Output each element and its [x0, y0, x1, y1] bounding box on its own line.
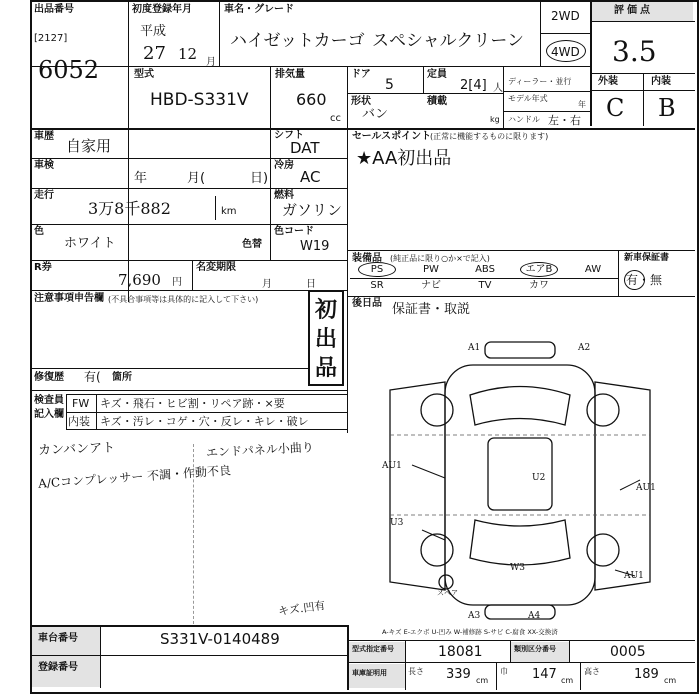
doors-label: ドア [351, 69, 371, 80]
capacity-unit: 人 [493, 83, 503, 94]
doors-value: 5 [385, 77, 394, 93]
color-label: 色 [34, 226, 44, 237]
cooler-label: 冷房 [274, 160, 294, 171]
equipment-note: (純正品に限り○か×で記入) [390, 254, 490, 263]
body-type-label: 形状 [351, 96, 371, 107]
spare-label: スペア [437, 589, 458, 597]
score-value: 3.5 [612, 35, 657, 68]
car-diagram [350, 320, 695, 625]
ticket-unit: 円 [172, 277, 182, 288]
height-unit: cm [664, 676, 677, 685]
drive-4wd: 4WD [551, 45, 580, 59]
equipment-item: AW [584, 264, 602, 275]
damage-mark: AU1 [382, 461, 402, 471]
engine-unit: cc [330, 113, 341, 124]
ticket-value: 7,690 [118, 271, 161, 289]
fuel-label: 燃料 [274, 190, 294, 201]
equipment-item: ナビ [421, 280, 441, 291]
load-unit: kg [490, 115, 500, 124]
engine-value: 660 [296, 90, 327, 109]
model-label: 型式 [134, 69, 154, 80]
name-change-day: 日 [306, 279, 316, 290]
interior-grade: B [658, 94, 676, 122]
damage-mark: U2 [532, 473, 546, 483]
shift-label: シフト [274, 130, 304, 141]
check-interior-items: キズ・汚レ・コゲ・穴・反レ・キレ・破レ [100, 415, 309, 428]
class-num-value: 0005 [610, 644, 646, 660]
usage-label: 車歴 [34, 131, 54, 142]
load-label: 積載 [427, 96, 447, 107]
note-line-3: エンドパネル小曲り [205, 440, 315, 460]
class-num-label: 類別区分番号 [514, 645, 556, 653]
damage-mark: A1 [468, 343, 481, 353]
equipment-item: PS [370, 264, 384, 275]
usage-value: 自家用 [66, 137, 112, 155]
color-value: ホワイト [64, 236, 116, 251]
equipment-label: 装備品 [352, 253, 382, 264]
ticket-label: R券 [34, 262, 52, 273]
length-value: 339 [446, 667, 471, 682]
equipment-circle-mark [520, 262, 558, 277]
notes-note: (不具合事項等は具体的に記入して下さい) [108, 295, 259, 304]
notes-label: 注意事項申告欄 [34, 293, 104, 304]
engine-label: 排気量 [275, 69, 305, 80]
equipment-item: PW [423, 264, 439, 275]
check-fw-items: キズ・飛石・ヒビ割・リペア跡・×要 [100, 397, 285, 410]
registration-label: 登録番号 [38, 662, 78, 673]
check-interior-label: 内装 [68, 415, 90, 428]
capacity-label: 定員 [427, 69, 447, 80]
dealer-label: ディーラー・並行 [508, 77, 572, 86]
damage-mark: U3 [390, 518, 404, 528]
width-unit: cm [561, 676, 574, 685]
new-warranty-label: 新車保証書 [624, 253, 670, 263]
car-name: ハイゼットカーゴ [230, 31, 365, 51]
sales-point-label: セールスポイント [352, 131, 432, 142]
score-label: 評価点 [614, 5, 653, 16]
car-grade: スペシャルクリーン [372, 31, 524, 51]
sales-point-note: (正常に機能するものに限ります) [430, 132, 549, 141]
inspection-month: 月( [187, 171, 206, 186]
sales-point-value: ★AA初出品 [356, 148, 452, 169]
reg-month: 12 [178, 45, 198, 63]
check-fw-label: FW [72, 397, 90, 410]
later-docs-label: 後日品 [352, 298, 382, 309]
model-value: HBD-S331V [150, 90, 249, 110]
mileage-value: 3万8千882 [88, 199, 171, 218]
interior-label: 内装 [651, 76, 671, 87]
dims-label: 車庫証明用 [352, 669, 387, 677]
equipment-item: エアB [525, 264, 553, 275]
type-cert-label: 型式指定番号 [352, 645, 394, 653]
exterior-label: 外装 [598, 76, 618, 87]
inspector-label-2: 記入欄 [34, 409, 64, 420]
damage-mark: AU1 [624, 571, 644, 581]
handle-options: 左・右 [548, 114, 581, 127]
fuel-value: ガソリン [282, 201, 343, 219]
note-line-1: カンバンアト [37, 440, 116, 459]
mileage-unit: km [221, 206, 237, 217]
cooler-value: AC [300, 168, 321, 186]
equipment-item: TV [478, 280, 492, 291]
width-label: 巾 [500, 667, 508, 676]
length-unit: cm [476, 676, 489, 685]
model-year-label: モデル年式 [508, 94, 548, 103]
name-change-label: 名変期限 [196, 262, 236, 273]
equipment-item: SR [370, 280, 384, 291]
color-change-label: 色替 [242, 239, 262, 250]
shift-value: DAT [290, 139, 320, 157]
first-listing-stamp: 初出品 [314, 298, 337, 381]
damage-mark: W3 [510, 563, 525, 573]
car-name-label: 車名・グレード [224, 4, 294, 15]
inspection-year: 年 [134, 171, 148, 186]
width-value: 147 [532, 667, 557, 682]
color-code: W19 [300, 239, 330, 254]
repair-history-unit: 箇所 [112, 372, 132, 383]
mileage-label: 走行 [34, 190, 54, 201]
chassis-value: S331V-0140489 [160, 630, 280, 648]
note-line-4: キズ.凹有 [277, 598, 327, 619]
equipment-circle-mark [358, 262, 396, 277]
body-type-value: バン [362, 107, 389, 122]
inspection-label: 車検 [34, 160, 54, 171]
reg-month-unit: 月 [206, 57, 216, 68]
inspector-label-1: 検査員 [34, 395, 64, 406]
chassis-label: 車台番号 [38, 633, 78, 644]
equipment-item: カワ [529, 280, 549, 291]
capacity-value: 2[4] [460, 78, 487, 93]
new-warranty-value: 有・無 [626, 273, 663, 287]
handle-label: ハンドル [508, 115, 540, 124]
lot-number: 6052 [38, 56, 100, 84]
damage-mark: A4 [528, 611, 541, 621]
note-line-2: A/Cコンプレッサー 不調・作動不良 [37, 463, 232, 491]
lot-code: [2127] [34, 33, 68, 44]
length-label: 長さ [408, 667, 424, 676]
equipment-item: ABS [475, 264, 495, 275]
repair-history-label: 修復歴 [34, 372, 64, 383]
era: 平成 [140, 24, 167, 39]
lot-label: 出品番号 [34, 4, 74, 15]
model-year-unit: 年 [578, 100, 586, 109]
type-cert-value: 18081 [438, 644, 483, 660]
first-registration-label: 初度登録年月 [132, 4, 192, 15]
drive-2wd: 2WD [551, 9, 580, 23]
inspection-day: 日) [250, 171, 269, 186]
height-label: 高さ [584, 667, 600, 676]
damage-mark: A3 [468, 611, 481, 621]
damage-mark: AU1 [636, 483, 656, 493]
damage-mark: A2 [578, 343, 591, 353]
color-code-label: 色コード [274, 226, 314, 237]
height-value: 189 [634, 667, 659, 682]
later-docs-value: 保証書・取説 [392, 302, 471, 317]
name-change-month: 月 [262, 279, 272, 290]
damage-legend: A-キズ E-エクボ U-凹み W-補修跡 S-サビ C-腐食 XX-交換済 [382, 628, 558, 636]
exterior-grade: C [606, 94, 625, 122]
repair-history-value: 有( [84, 370, 101, 384]
reg-year: 27 [143, 43, 166, 64]
